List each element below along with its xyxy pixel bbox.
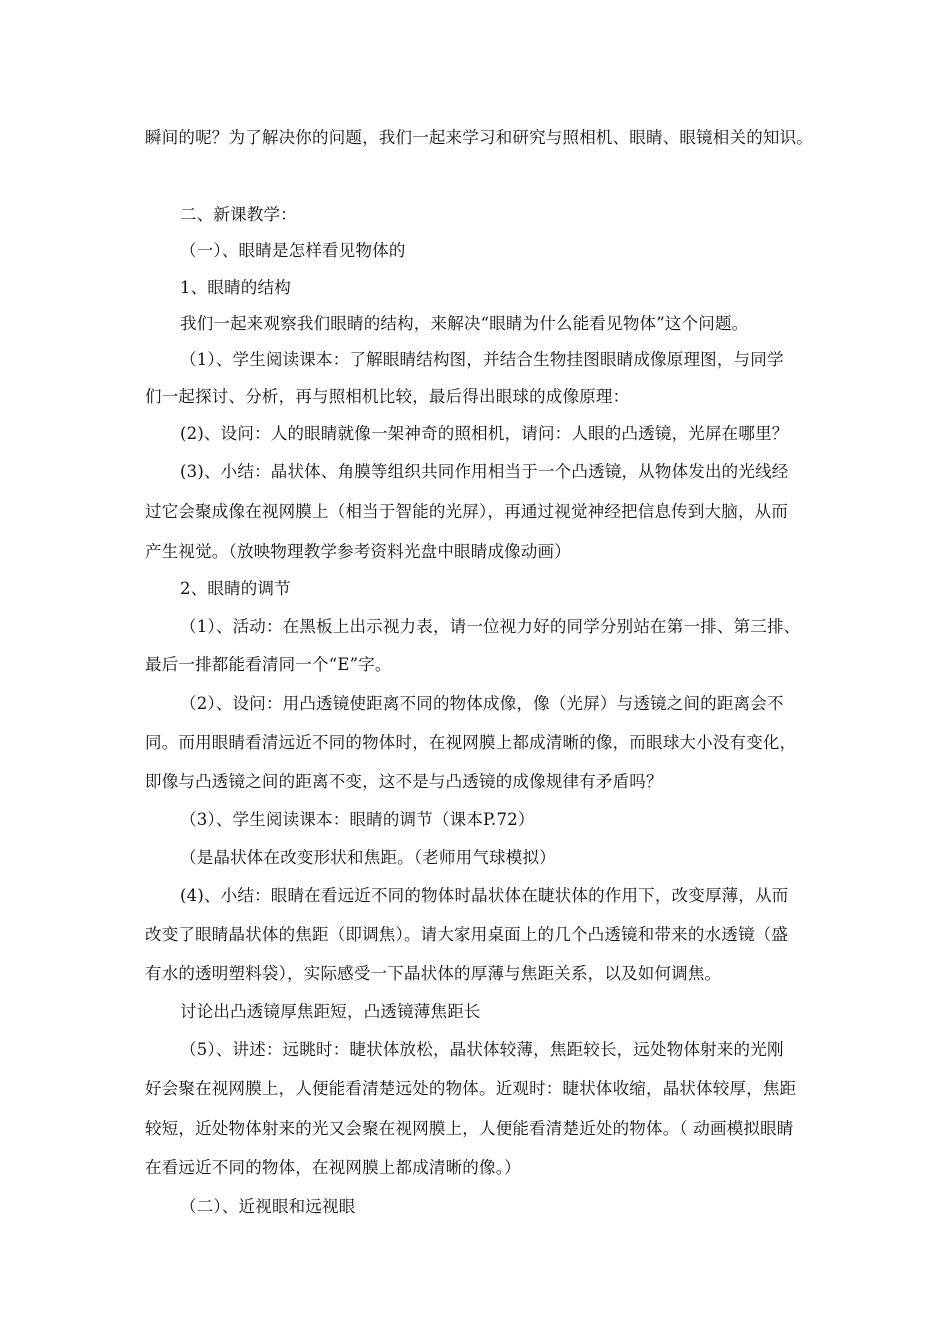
text-line: 好会聚在视网膜上，人便能看清楚远处的物体。近观时：睫状体收缩，晶状体较厚，焦距 bbox=[145, 1079, 797, 1098]
section-heading: 二、新课教学： bbox=[180, 205, 297, 224]
text-line: (3)、小结：晶状体、角膜等组织共同作用相当于一个凸透镜，从物体发出的光线经 bbox=[180, 462, 789, 481]
text-line: 产生视觉。（放映物理教学参考资料光盘中眼睛成像动画） bbox=[145, 542, 571, 561]
text-line: （5）、讲述：远眺时：睫状体放松，晶状体较薄，焦距较长，远处物体射来的光刚 bbox=[180, 1040, 784, 1059]
text-line: 我们一起来观察我们眼睛的结构，来解决“眼睛为什么能看见物体”这个问题。 bbox=[180, 314, 749, 333]
text-line: 们一起探讨、分析，再与照相机比较，最后得出眼球的成像原理： bbox=[145, 387, 630, 406]
text-line: (4)、小结：眼睛在看远近不同的物体时晶状体在睫状体的作用下，改变厚薄，从而 bbox=[180, 886, 789, 905]
text-line: 在看远近不同的物体，在视网膜上都成清晰的像。） bbox=[145, 1158, 521, 1177]
text-line: 即像与凸透镜之间的距离不变，这不是与凸透镜的成像规律有矛盾吗？ bbox=[145, 772, 663, 791]
text-line: 同。而用眼睛看清远近不同的物体时，在视网膜上都成清晰的像，而眼球大小没有变化， bbox=[145, 733, 797, 752]
text-line: 讨论出凸透镜厚焦距短，凸透镜薄焦距长 bbox=[180, 1002, 481, 1021]
text-line: （2）、设问：用凸透镜使距离不同的物体成像，像（光屏）与透镜之间的距离会不 bbox=[180, 694, 784, 713]
text-line: (2)、设问：人的眼睛就像一架神奇的照相机，请问：人眼的凸透镜，光屏在哪里？ bbox=[180, 424, 789, 443]
text-line: 有水的透明塑料袋），实际感受一下晶状体的厚薄与焦距关系，以及如何调焦。 bbox=[145, 964, 722, 983]
text-line: 改变了眼睛晶状体的焦距（即调焦）。请大家用桌面上的几个凸透镜和带来的水透镜（盛 bbox=[145, 925, 789, 944]
text-line: 瞬间的呢？为了解决你的问题，我们一起来学习和研究与照相机、眼睛、眼镜相关的知识。 bbox=[145, 128, 813, 147]
text-line: （3）、学生阅读课本：眼睛的调节（课本P.72） bbox=[180, 810, 535, 829]
subsection-heading: （二）、近视眼和远视眼 bbox=[180, 1197, 356, 1216]
text-line: （是晶状体在改变形状和焦距。（老师用气球模拟） bbox=[180, 848, 556, 867]
item-heading: 1、眼睛的结构 bbox=[180, 278, 291, 297]
text-line: （1）、活动：在黑板上出示视力表，请一位视力好的同学分别站在第一排、第三排、 bbox=[180, 617, 801, 636]
text-line: 过它会聚成像在视网膜上（相当于智能的光屏），再通过视觉神经把信息传到大脑，从而 bbox=[145, 502, 789, 521]
text-line: 较短，近处物体射来的光又会聚在视网膜上，人便能看清楚近处的物体。（ 动画模拟眼睛 bbox=[145, 1119, 794, 1138]
text-line: （1）、学生阅读课本：了解眼睛结构图，并结合生物挂图眼睛成像原理图，与同学 bbox=[180, 350, 784, 369]
text-line: 最后一排都能看清同一个“E”字。 bbox=[145, 655, 392, 674]
subsection-heading: （一）、眼睛是怎样看见物体的 bbox=[180, 241, 406, 260]
item-heading: 2、眼睛的调节 bbox=[180, 579, 291, 598]
